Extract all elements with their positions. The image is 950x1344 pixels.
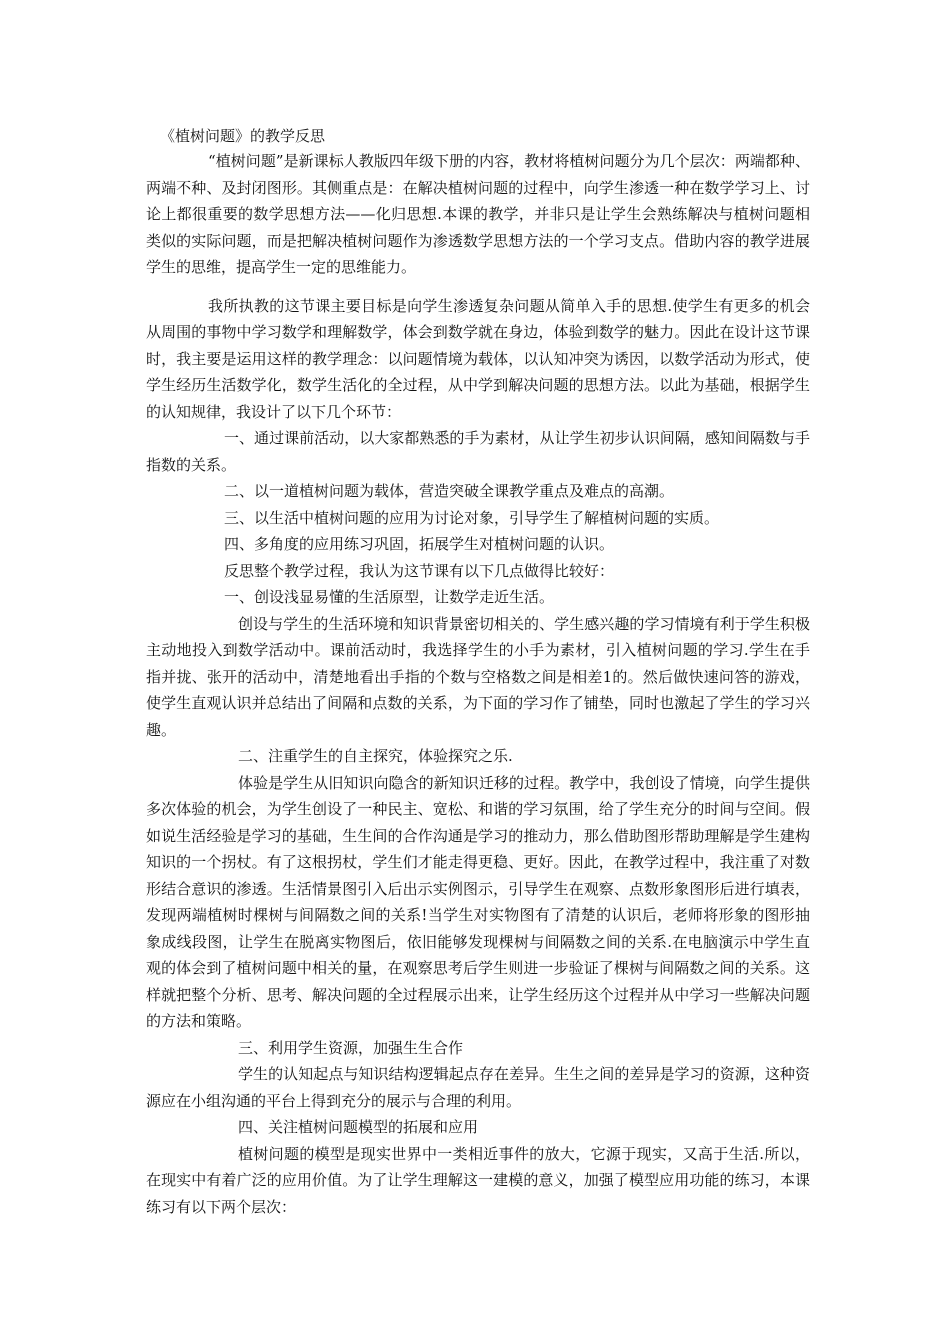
paragraph-goals: 我所执教的这节课主要目标是向学生渗透复杂问题从简单入手的思想.使学生有更多的机会从周围的事物中学习数学和理解数学，体会到数学就在身边，体验到数学的魅力。因此在设计这节课时，我主要是运用这样的教学理念：以问题情境为载体，以认知冲突为诱因，以数学活动为形式，使学生经历生活数学化，数学生活化的全过程，从中学到解决问题的思想方法。以此为基础，根据学生的认知规律，我设计了以下几个环节： bbox=[146, 296, 810, 421]
document-title: 《植树问题》的教学反思 bbox=[160, 127, 326, 145]
paragraph-step-1: 一、通过课前活动，以大家都熟悉的手为素材，从让学生初步认识间隔，感知间隔数与手指数的关系。 bbox=[146, 429, 810, 474]
paragraph-point-3: 学生的认知起点与知识结构逻辑起点存在差异。生生之间的差异是学习的资源，这种资源应在小组沟通的平台上得到充分的展示与合理的利用。 bbox=[146, 1065, 810, 1110]
paragraph-intro: “植树问题”是新课标人教版四年级下册的内容，教材将植树问题分为几个层次：两端都种、两端不种、及封闭图形。其侧重点是：在解决植树问题的过程中，向学生渗透一种在数学学习上、讨论上都很重要的数学思想方法——化归思想.本课的教学，并非只是让学生会熟练解决与植树问题相类似的实际问题，而是把解决植树问题作为渗透数学思想方法的一个学习支点。借助内容的教学进展学生的思维，提高学生一定的思维能力。 bbox=[146, 152, 810, 276]
heading-point-3: 三、利用学生资源，加强生生合作 bbox=[238, 1038, 464, 1057]
document-page bbox=[146, 124, 810, 1220]
paragraph-step-2: 二、以一道植树问题为载体，营造突破全课教学重点及难点的高潮。 bbox=[224, 482, 675, 500]
paragraph-reflection: 反思整个教学过程，我认为这节课有以下几点做得比较好： bbox=[224, 561, 615, 580]
heading-point-4: 四、关注植树问题模型的拓展和应用 bbox=[238, 1118, 479, 1136]
paragraph-step-4: 四、多角度的应用练习巩固，拓展学生对植树问题的认识。 bbox=[224, 535, 615, 553]
heading-point-2: 二、注重学生的自主探究，体验探究之乐. bbox=[238, 747, 513, 765]
heading-point-1: 一、创设浅显易懂的生活原型，让数学走近生活。 bbox=[224, 588, 555, 606]
paragraph-step-3: 三、以生活中植树问题的应用为讨论对象，引导学生了解植树问题的实质。 bbox=[224, 508, 720, 527]
paragraph-point-4: 植树问题的模型是现实世界中一类相近事件的放大，它源于现实，又高于生活.所以，在现实中有着广泛的应用价值。为了让学生理解这一建模的意义，加强了模型应用功能的练习，本课练习有以下两个层次： bbox=[146, 1144, 810, 1216]
paragraph-point-2: 体验是学生从旧知识向隐含的新知识迁移的过程。教学中，我创设了情境，向学生提供多次体验的机会，为学生创设了一种民主、宽松、和谐的学习氛围，给了学生充分的时间与空间。假如说生活经验是学习的基础，生生间的合作沟通是学习的推动力，那么借助图形帮助理解是学生建构知识的一个拐杖。有了这根拐杖，学生们才能走得更稳、更好。因此，在教学过程中，我注重了对数形结合意识的渗透。生活情景图引入后出示实例图示，引导学生在观察、点数形象图形后进行填表，发现两端植树时棵树与间隔数之间的关系!当学生对实物图有了清楚的认识后，老师将形象的图形抽象成线段图，让学生在脱离实物图后，依旧能够发现棵树与间隔数之间的关系.在电脑演示中学生直观的体会到了植树问题中相关的量，在观察思考后学生则进一步验证了棵树与间隔数之间的关系。这样就把整个分析、思考、解决问题的全过程展示出来，让学生经历这个过程并从中学习一些解决问题的方法和策略。 bbox=[146, 773, 810, 1030]
paragraph-point-1: 创设与学生的生活环境和知识背景密切相关的、学生感兴趣的学习情境有利于学生积极主动地投入到数学活动中。课前活动时，我选择学生的小手为素材，引入植树问题的学习.学生在手指并拢、张开的活动中，清楚地看出手指的个数与空格数之间是相差1的。然后做快速问答的游戏，使学生直观认识并总结出了间隔和点数的关系，为下面的学习作了铺垫，同时也激起了学生的学习兴趣。 bbox=[146, 614, 810, 739]
